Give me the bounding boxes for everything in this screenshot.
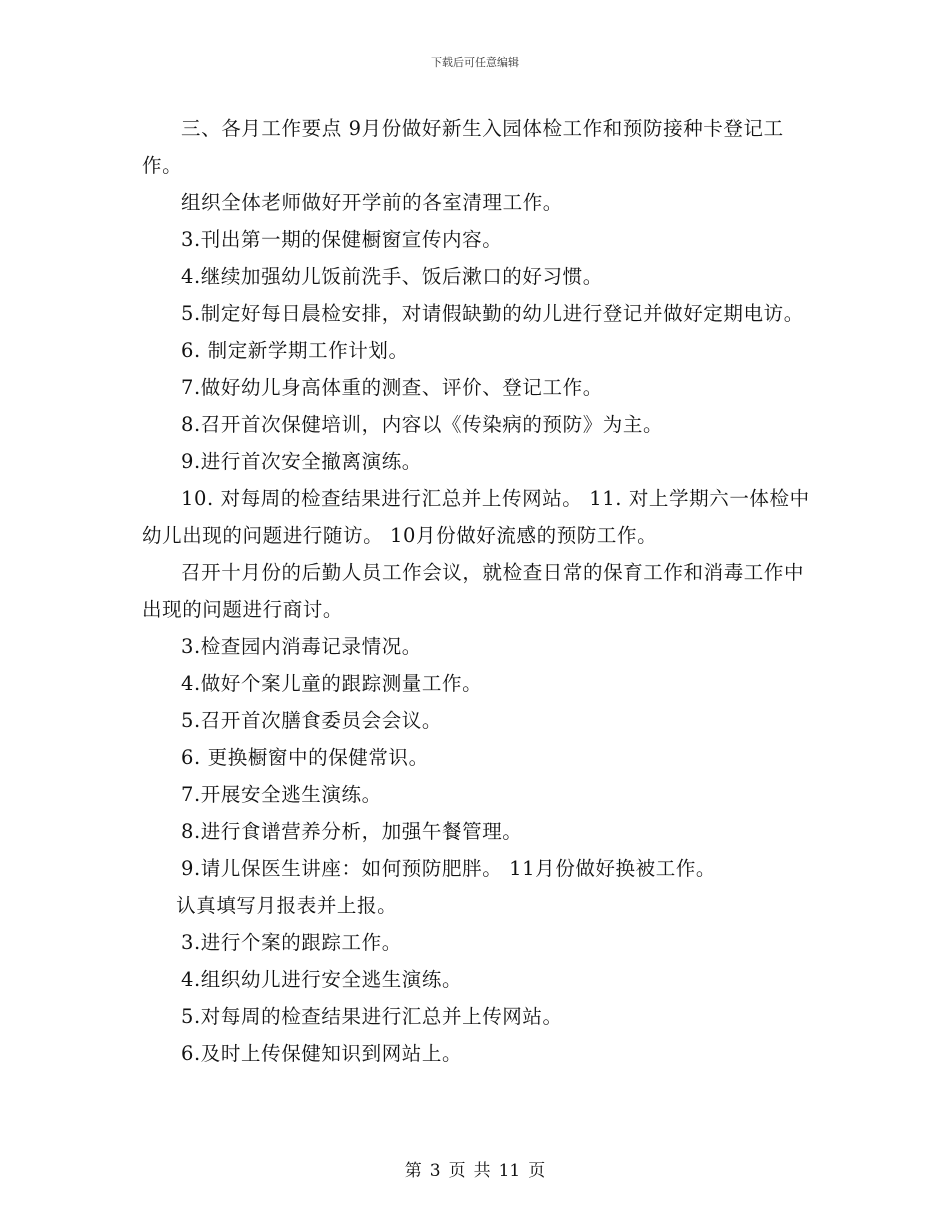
page-label-suffix: 页 bbox=[528, 1161, 546, 1181]
paragraph: 8.召开首次保健培训，内容以《传染病的预防》为主。 bbox=[181, 413, 664, 436]
paragraph: 6. 制定新学期工作计划。 bbox=[181, 339, 409, 362]
paragraph: 7.开展安全逃生演练。 bbox=[181, 783, 382, 806]
paragraph: 三、各月工作要点 9月份做好新生入园体检工作和预防接种卡登记工作。 bbox=[142, 117, 784, 177]
page-header: 下载后可任意编辑 bbox=[431, 56, 519, 69]
paragraph: 5.制定好每日晨检安排，对请假缺勤的幼儿进行登记并做好定期电访。 bbox=[181, 302, 804, 325]
paragraph: 8.进行食谱营养分析，加强午餐管理。 bbox=[181, 820, 523, 843]
paragraph: 组织全体老师做好开学前的各室清理工作。 bbox=[181, 191, 563, 214]
paragraph: 4.继续加强幼儿饭前洗手、饭后漱口的好习惯。 bbox=[181, 265, 603, 288]
paragraph: 3.进行个案的跟踪工作。 bbox=[181, 931, 402, 954]
paragraph: 3.刊出第一期的保健橱窗宣传内容。 bbox=[181, 228, 503, 251]
page-label-total-prefix: 共 bbox=[473, 1161, 491, 1181]
paragraph: 10. 对每周的检查结果进行汇总并上传网站。 11. 对上学期六一体检中幼儿出现的问题进行随访。 10月份做好流感的预防工作。 bbox=[142, 487, 810, 547]
paragraph: 4.做好个案儿童的跟踪测量工作。 bbox=[181, 672, 483, 695]
paragraph: 5.对每周的检查结果进行汇总并上传网站。 bbox=[181, 1005, 563, 1028]
page-footer bbox=[0, 1156, 950, 1181]
paragraph: 4.组织幼儿进行安全逃生演练。 bbox=[181, 968, 463, 991]
document-body bbox=[142, 110, 812, 1072]
paragraph: 认真填写月报表并上报。 bbox=[176, 894, 398, 917]
paragraph: 6. 更换橱窗中的保健常识。 bbox=[181, 746, 429, 769]
paragraph: 3.检查园内消毒记录情况。 bbox=[181, 635, 422, 658]
paragraph: 9.请儿保医生讲座：如何预防肥胖。 11月份做好换被工作。 bbox=[181, 857, 717, 880]
paragraph: 5.召开首次膳食委员会会议。 bbox=[181, 709, 443, 732]
paragraph: 9.进行首次安全撤离演练。 bbox=[181, 450, 422, 473]
paragraph: 召开十月份的后勤人员工作会议，就检查日常的保育工作和消毒工作中出现的问题进行商讨。 bbox=[142, 561, 805, 621]
paragraph: 7.做好幼儿身高体重的测查、评价、登记工作。 bbox=[181, 376, 603, 399]
page-label-prefix: 第 bbox=[404, 1161, 422, 1181]
page-label-mid: 页 bbox=[448, 1161, 466, 1181]
page-current: 3 bbox=[429, 1161, 441, 1181]
paragraph: 6.及时上传保健知识到网站上。 bbox=[181, 1042, 463, 1065]
page-total: 11 bbox=[498, 1161, 521, 1181]
